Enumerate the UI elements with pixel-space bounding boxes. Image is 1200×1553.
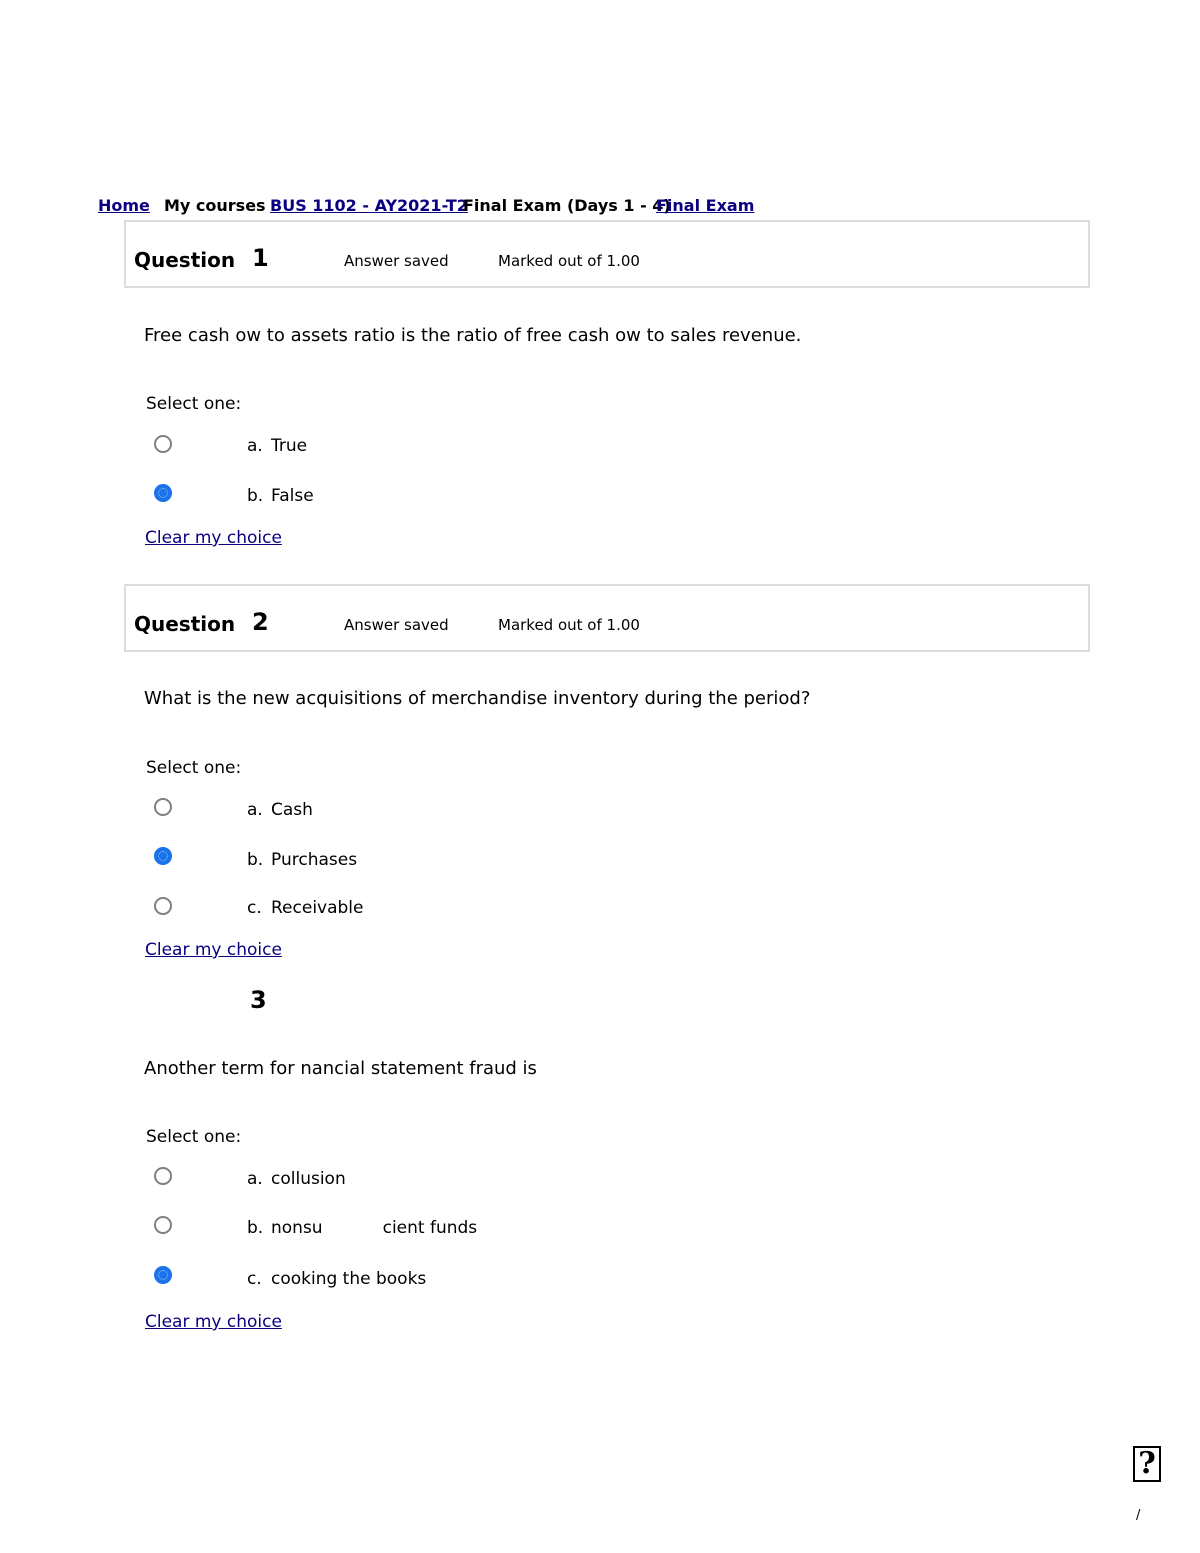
option-letter: a. xyxy=(247,1169,263,1189)
question-2-select-one: Select one: xyxy=(146,758,242,778)
question-label: Question xyxy=(134,612,236,636)
question-3-option-b[interactable] xyxy=(247,1218,477,1238)
breadcrumb-quiz-link[interactable]: Final Exam xyxy=(656,196,755,215)
option-text: Cash xyxy=(271,800,313,820)
question-1-select-one: Select one: xyxy=(146,394,242,414)
option-text: collusion xyxy=(271,1169,346,1189)
question-2-clear-choice-link[interactable]: Clear my choice xyxy=(145,940,282,960)
question-state: Answer saved xyxy=(344,252,449,270)
option-text: True xyxy=(271,436,308,456)
question-grade: Marked out of 1.00 xyxy=(498,252,640,270)
question-2-text: What is the new acquisitions of merchandise inventory during the period? xyxy=(144,688,811,709)
question-3-clear-choice-link[interactable]: Clear my choice xyxy=(145,1312,282,1332)
breadcrumb-my-courses[interactable]: My courses xyxy=(164,196,266,215)
question-3-option-a-radio[interactable] xyxy=(154,1167,172,1185)
question-2-header xyxy=(124,584,1090,652)
option-text: nonsu xyxy=(271,1218,323,1238)
option-letter: b. xyxy=(247,1218,264,1238)
question-state: Answer saved xyxy=(344,616,449,634)
question-number: 2 xyxy=(252,608,269,636)
breadcrumb-section[interactable]: Final Exam (Days 1 - 4) xyxy=(463,196,671,215)
question-3-option-a[interactable] xyxy=(247,1169,346,1189)
breadcrumb-course-link[interactable]: BUS 1102 - AY2021-T2 xyxy=(270,196,468,215)
option-letter: c. xyxy=(247,1269,262,1289)
question-grade: Marked out of 1.00 xyxy=(498,616,640,634)
question-2-option-a[interactable] xyxy=(247,800,313,820)
question-1-option-b-radio[interactable] xyxy=(154,484,172,502)
option-text: cooking the books xyxy=(271,1269,427,1289)
option-letter: a. xyxy=(247,800,263,820)
option-text-tail: cient funds xyxy=(382,1218,478,1238)
breadcrumb-home-link[interactable]: Home xyxy=(98,196,150,215)
question-3-option-c-radio[interactable] xyxy=(154,1266,172,1284)
question-3-select-one: Select one: xyxy=(146,1127,242,1147)
page-mark: / xyxy=(1136,1508,1141,1523)
question-1-text: Free cash ow to assets ratio is the ratio of free cash ow to sales revenue. xyxy=(144,325,802,346)
question-3-option-b-radio[interactable] xyxy=(154,1216,172,1234)
option-letter: a. xyxy=(247,436,263,456)
option-letter: c. xyxy=(247,898,262,918)
question-2-option-c[interactable] xyxy=(247,898,364,918)
question-3-option-c[interactable] xyxy=(247,1269,426,1289)
question-2-option-b[interactable] xyxy=(247,850,357,870)
question-2-option-b-radio[interactable] xyxy=(154,847,172,865)
question-2-option-a-radio[interactable] xyxy=(154,798,172,816)
option-letter: b. xyxy=(247,850,264,870)
question-1-clear-choice-link[interactable]: Clear my choice xyxy=(145,528,282,548)
option-text: Purchases xyxy=(271,850,358,870)
question-1-option-a-radio[interactable] xyxy=(154,435,172,453)
question-label: Question xyxy=(134,248,236,272)
question-3-text: Another term for nancial statement fraud is xyxy=(144,1058,537,1079)
question-1-option-a[interactable] xyxy=(247,436,307,456)
option-text: Receivable xyxy=(271,898,364,918)
question-3-number: 3 xyxy=(250,986,267,1014)
help-icon[interactable]: ? xyxy=(1133,1446,1161,1482)
option-letter: b. xyxy=(247,486,264,506)
question-2-option-c-radio[interactable] xyxy=(154,897,172,915)
question-1-option-b[interactable] xyxy=(247,486,314,506)
question-1-header xyxy=(124,220,1090,288)
question-number: 1 xyxy=(252,244,269,272)
option-text: False xyxy=(271,486,314,506)
